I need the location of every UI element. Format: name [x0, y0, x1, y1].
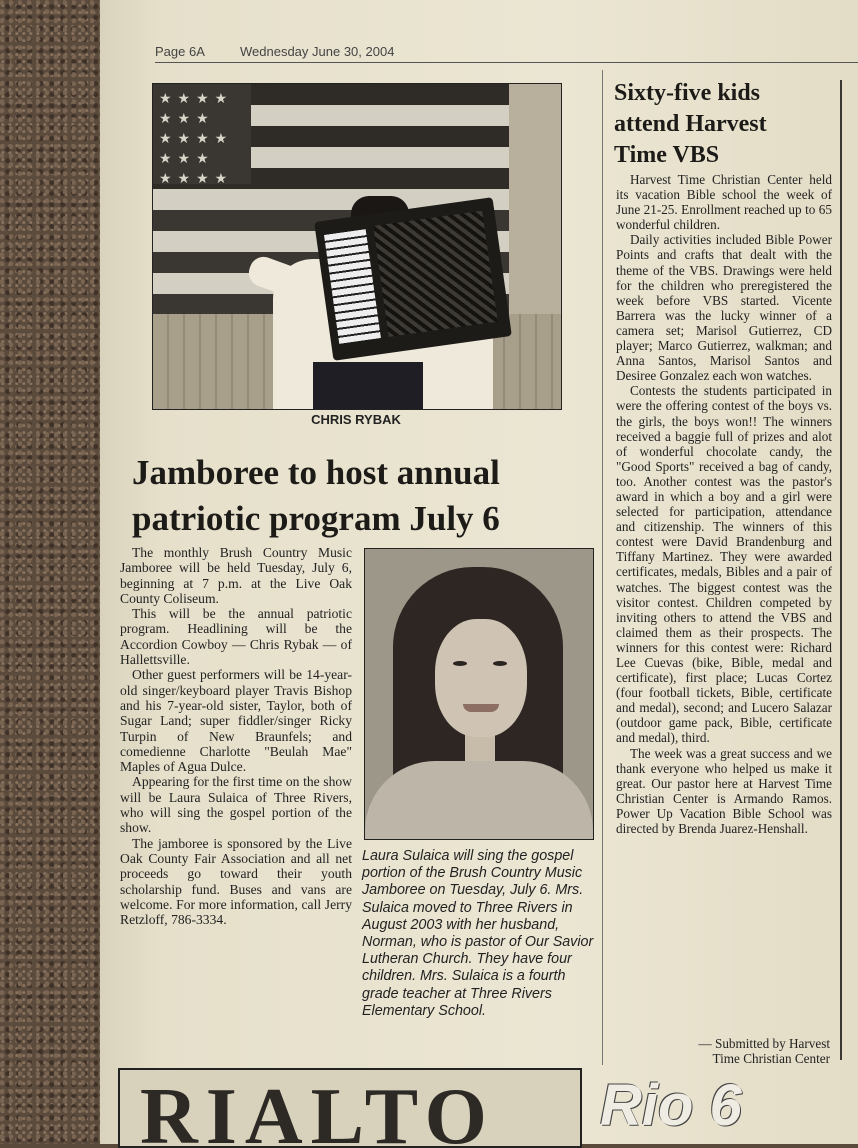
vbs-headline: Sixty-five kids attend Harvest Time VBS: [614, 80, 767, 168]
main-headline: Jamboree to host annual patriotic program July 6: [132, 453, 500, 538]
jamboree-article-body: [120, 545, 352, 927]
vbs-article-body: [616, 172, 832, 836]
credit-line: Time Christian Center: [712, 1051, 830, 1066]
article-paragraph: Daily activities included Bible Power Points and crafts that dealt with the theme of the VBS. Drawings were held for the children who preregistered the week before VBS started. Vicente Barrera was the lucky winner of a camera set; Marisol Gutierrez, CD player; Marco Gutierrez, walkman; and Anna Santos, Marisol Santos and Desiree Gonzalez each won watches.: [616, 232, 832, 384]
rio-ad-logo: Rio 6: [600, 1073, 742, 1138]
page-number: Page 6A: [155, 44, 205, 59]
article-paragraph: Harvest Time Christian Center held its vacation Bible school the week of June 21-25. Enrollment reached up to 65 wonderful children.: [616, 172, 832, 233]
article-paragraph: This will be the annual patriotic program. Headlining will be the Accordion Cowboy — Chris Rybak — of Hallettsville.: [120, 606, 352, 668]
credit-line: — Submitted by Harvest: [698, 1036, 830, 1051]
article-paragraph: Appearing for the first time on the show will be Laura Sulaica of Three Rivers, who will sing the gospel portion of the show.: [120, 774, 352, 836]
carpet-background: [0, 0, 110, 1144]
adjacent-page-rule: [840, 80, 842, 1060]
photo-caption: CHRIS RYBAK: [311, 412, 401, 427]
portrait-caption: Laura Sulaica will sing the gospel portion of the Brush Country Music Jamboree on Tuesday, July 6. Mrs. Sulaica moved to Three Rivers in August 2003 with her husband, Norman, who is pastor of Our Savior Lutheran Church. They have four children. Mrs. Sulaica is a fourth grade teacher at Three Rivers Elementary School.: [362, 848, 594, 1019]
article-paragraph: The jamboree is sponsored by the Live Oak County Fair Association and all net proceeds go toward their youth scholarship fund. Buses and vans are welcome. For more information, call Jerry Retzloff, 786-3334.: [120, 835, 352, 928]
article-paragraph: Other guest performers will be 14-year-old singer/keyboard player Travis Bishop and his 7-year-old sister, Taylor, both of Sugar Land; super fiddler/singer Ricky Turpin of New Braunfels; and comedienne Charlotte "Beulah Mae" Maples of Agua Dulce.: [120, 667, 352, 775]
article-paragraph: The week was a great success and we thank everyone who helped us make it great. Our pastor here at Harvest Time Christian Center is Armando Ramos. Power Up Vacation Bible School was directed by Brenda Juarez-Henshall.: [616, 745, 832, 837]
newspaper-page: [100, 0, 858, 1148]
accordion-player-photo: [152, 83, 562, 410]
article-paragraph: Contests the students participated in were the offering contest of the boys vs. the girls, the boys won!! The winners received a baggie full of prizes and alot of wonderful chocolate candy, the "Good Sports" received a bag of candy, too. Another contest was the pastor's award in which a boy and a girl were selected for participation, attendance and citizenship. The winners of this contest were David Brandenburg and Tiffany Martinez. They were awarded certificates, medals, Bibles and a pair of watches. The biggest contest was the visitor contest. Children competed by inviting others to attend the VBS and claimed them as their prospects. The winners for this contest were: Richard Lee Cuevas (bike, Bible, medal and certificate), first place; Lucas Cortez (four football tickets, Bible, certificate and medal), second; and Lucero Salazar (outdoor game pack, Bible, certificate and medal), third.: [616, 383, 832, 746]
header-rule: [155, 62, 858, 63]
page-date: Wednesday June 30, 2004: [240, 44, 395, 59]
rialto-ad: [118, 1068, 582, 1148]
submission-credit: [616, 1036, 830, 1066]
laura-sulaica-photo: [364, 548, 594, 840]
flag-union: ★★★★ ★★★ ★★★★ ★★★ ★★★★: [153, 84, 251, 184]
accordion: [314, 197, 512, 361]
ad-logo-text: RIALTO: [140, 1073, 495, 1148]
column-rule: [602, 70, 603, 1065]
article-paragraph: The monthly Brush Country Music Jamboree will be held Tuesday, July 6, beginning at 7 p.m. at the Live Oak County Coliseum.: [120, 545, 352, 606]
